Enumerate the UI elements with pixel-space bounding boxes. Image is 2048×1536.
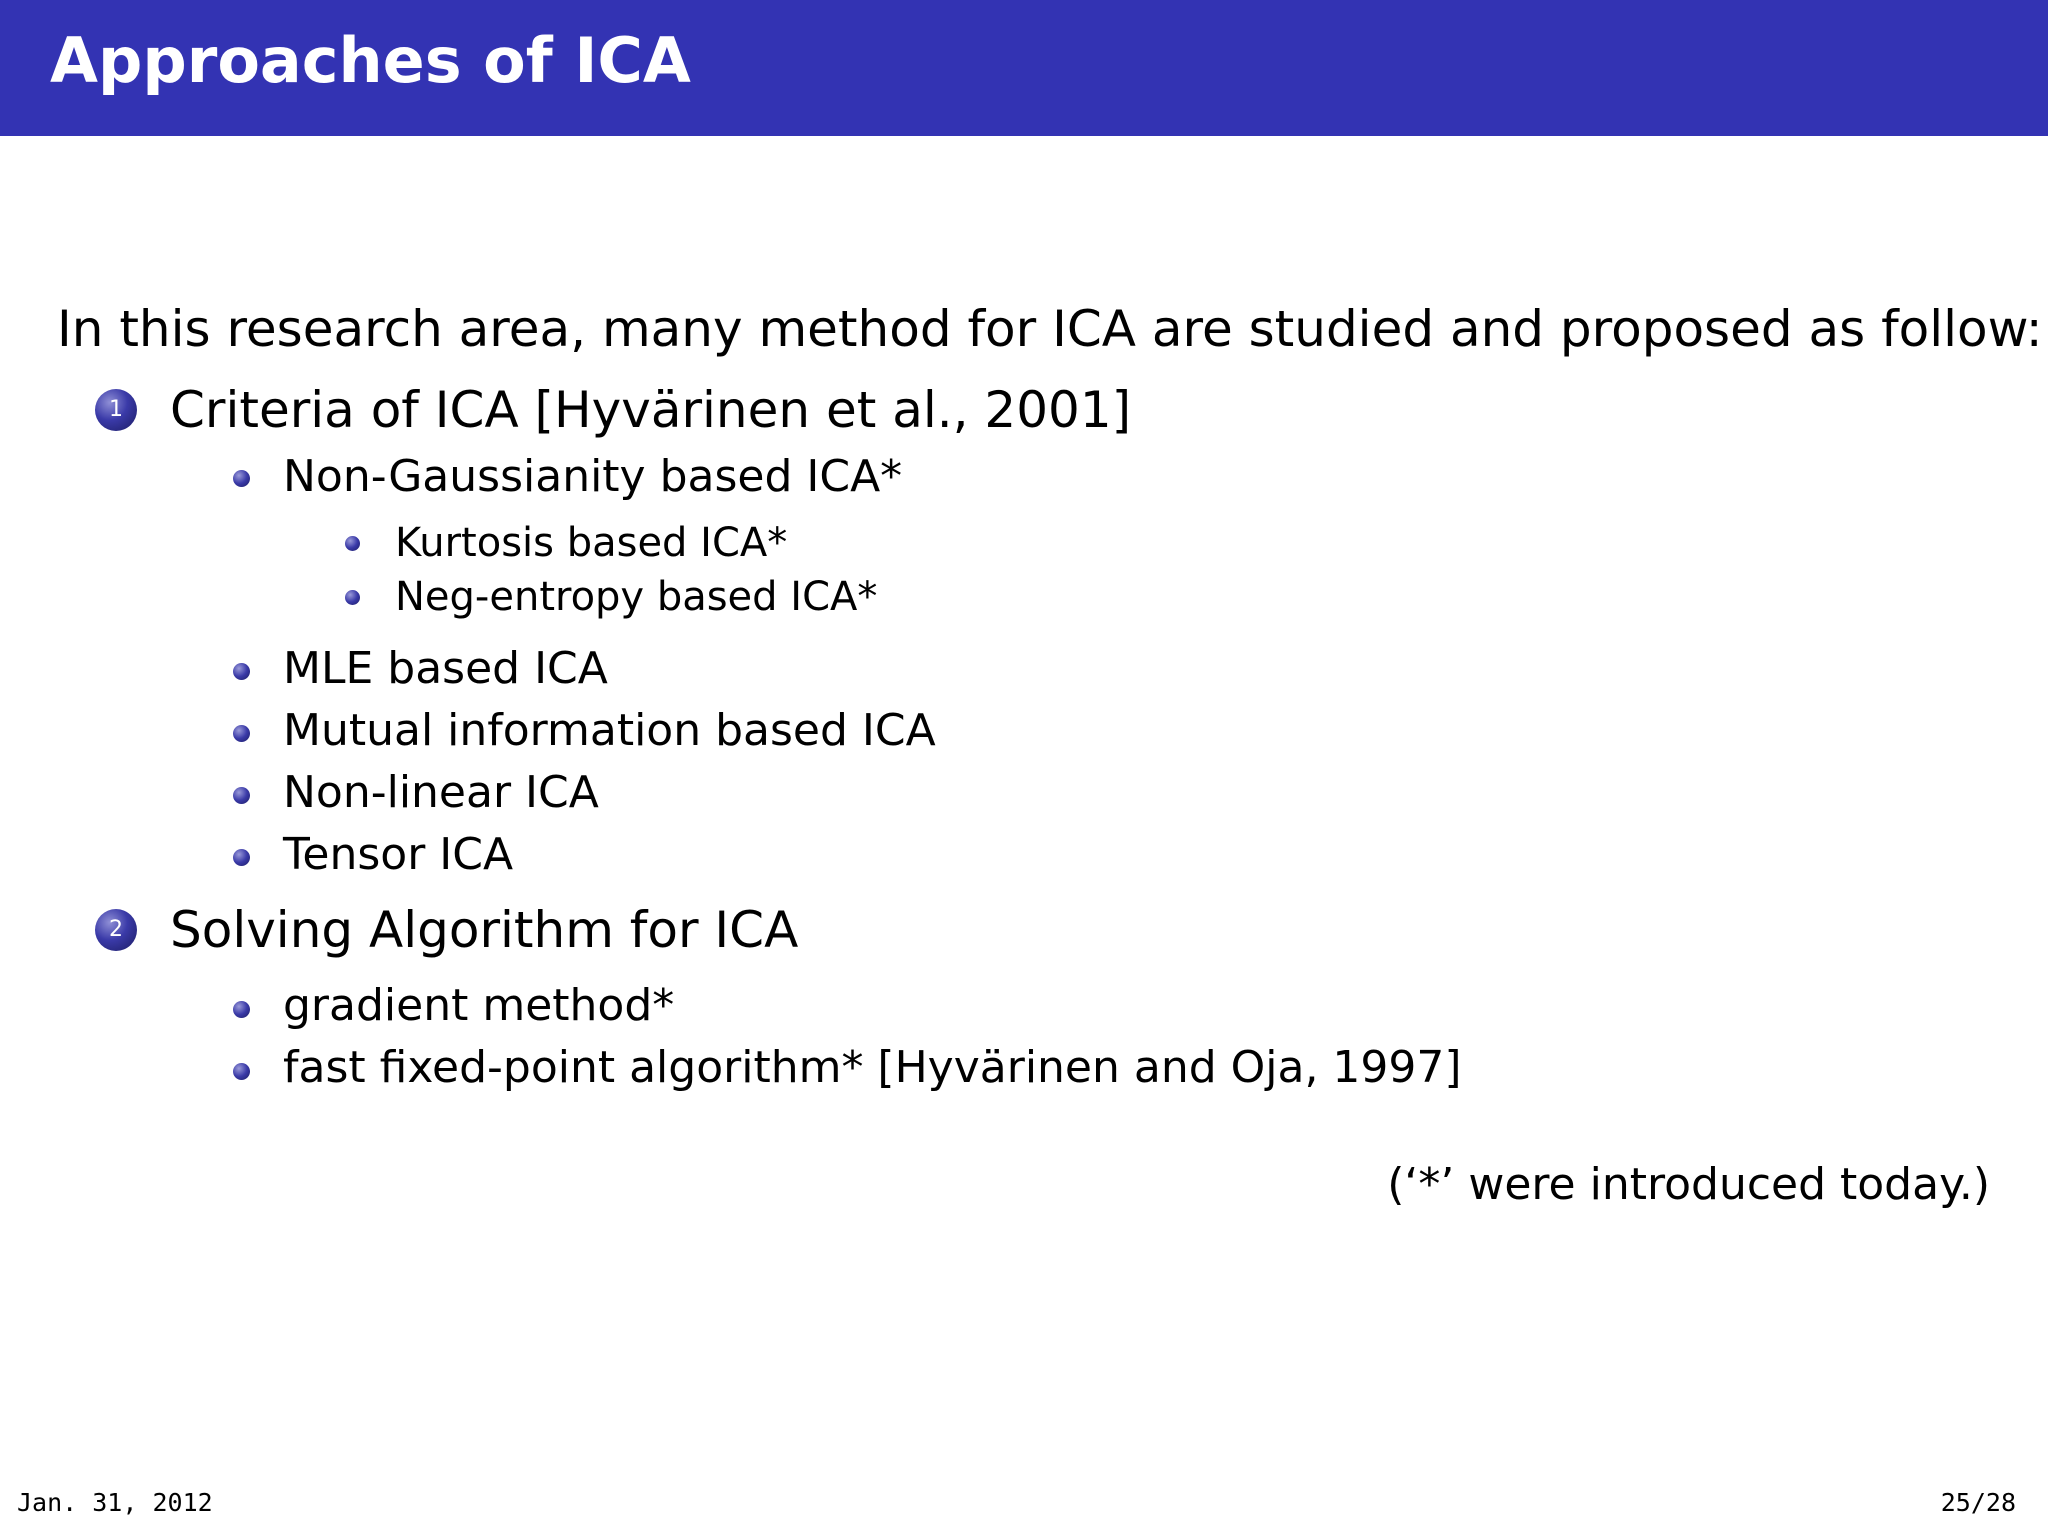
- sub-bullet-icon: [345, 536, 360, 551]
- slide-title: Approaches of ICA: [50, 24, 691, 97]
- intro-text: In this research area, many method for ICA are studied and proposed as follow:: [57, 300, 2043, 358]
- title-bar: [0, 0, 2048, 136]
- page-number: 25/28: [1940, 1488, 2016, 1517]
- subitem-neg-entropy: Neg-entropy based ICA*: [395, 574, 878, 620]
- section-2-label: Solving Algorithm for ICA: [170, 901, 799, 959]
- item-non-linear: Non-linear ICA: [283, 767, 599, 818]
- footer-date: Jan. 31, 2012: [17, 1488, 213, 1517]
- number-ball-icon: 1: [95, 389, 137, 431]
- item-tensor: Tensor ICA: [283, 829, 514, 880]
- bullet-icon: [233, 1063, 250, 1080]
- bullet-icon: [233, 725, 250, 742]
- item-non-gaussianity: Non-Gaussianity based ICA*: [283, 451, 903, 502]
- number-ball-icon: 2: [95, 909, 137, 951]
- bullet-icon: [233, 1001, 250, 1018]
- subitem-kurtosis: Kurtosis based ICA*: [395, 520, 788, 566]
- section-1-label: Criteria of ICA [Hyvärinen et al., 2001]: [170, 381, 1132, 439]
- item-fast-fixed-point: fast fixed-point algorithm* [Hyvärinen and Oja, 1997]: [283, 1042, 1462, 1093]
- item-gradient-method: gradient method*: [283, 980, 675, 1031]
- bullet-icon: [233, 849, 250, 866]
- bullet-icon: [233, 663, 250, 680]
- bullet-icon: [233, 470, 250, 487]
- bullet-icon: [233, 787, 250, 804]
- footnote: (‘*’ were introduced today.): [1387, 1159, 1990, 1210]
- sub-bullet-icon: [345, 590, 360, 605]
- item-mle: MLE based ICA: [283, 643, 608, 694]
- item-mutual-information: Mutual information based ICA: [283, 705, 936, 756]
